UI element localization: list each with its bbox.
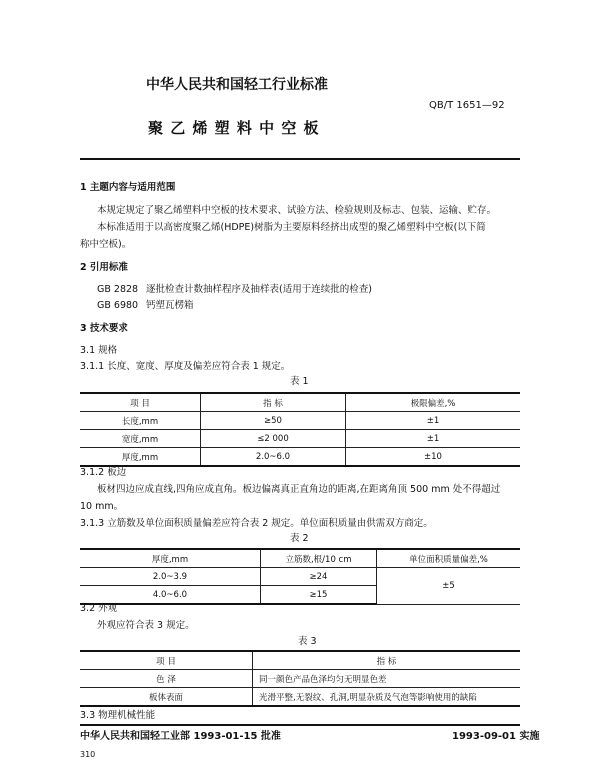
table-cell: ≥24 xyxy=(261,568,377,586)
table-2-caption: 表 2 xyxy=(290,533,309,544)
table-3 xyxy=(80,650,520,707)
table-cell: 厚度,mm xyxy=(80,448,201,467)
table-cell: 项 目 xyxy=(80,651,253,670)
section-1-para-1: 本规定规定了聚乙烯塑料中空板的技术要求、试验方法、检验规则及标志、包装、运输、贮存。 xyxy=(97,205,497,216)
section-3-1-2-text-b: 10 mm。 xyxy=(80,501,124,512)
table-row xyxy=(80,412,520,430)
header-rule xyxy=(80,158,520,160)
table-cell: 长度,mm xyxy=(80,412,201,430)
table-cell: ±5 xyxy=(377,568,521,605)
footer-rule xyxy=(80,724,520,726)
table-cell: 色 泽 xyxy=(80,670,253,688)
section-3-1-1-text: 3.1.1 长度、宽度、厚度及偏差应符合表 1 规定。 xyxy=(80,361,291,372)
table-2 xyxy=(80,548,520,605)
section-3-3-heading: 3.3 物理机械性能 xyxy=(80,710,156,721)
table-cell: 指 标 xyxy=(253,651,521,670)
industry-standard-title: 中华人民共和国轻工行业标准 xyxy=(146,77,328,93)
standard-code: QB/T 1651—92 xyxy=(429,100,505,111)
table-cell: 宽度,mm xyxy=(80,430,201,448)
table-cell: 指 标 xyxy=(201,393,346,412)
table-cell: ±1 xyxy=(346,412,521,430)
table-row xyxy=(80,448,520,467)
section-3-1-2-heading: 3.1.2 板边 xyxy=(80,467,127,478)
document-title: 聚 乙 烯 塑 料 中 空 板 xyxy=(148,119,320,137)
table-cell: ≥50 xyxy=(201,412,346,430)
reference-code-1: GB 2828 xyxy=(97,284,139,295)
section-3-1-heading: 3.1 规格 xyxy=(80,345,118,356)
table-1-caption: 表 1 xyxy=(290,376,309,387)
reference-text-2: 钙塑瓦楞箱 xyxy=(146,300,194,311)
section-3-1-3-text: 3.1.3 立筋数及单位面积质量偏差应符合表 2 规定。单位面积质量由供需双方商定。 xyxy=(80,518,433,529)
table-row xyxy=(80,568,520,586)
table-row xyxy=(80,651,520,670)
table-cell: 板体表面 xyxy=(80,688,253,707)
table-cell: 极限偏差,% xyxy=(346,393,521,412)
section-3-heading: 3 技术要求 xyxy=(80,323,128,334)
approval-line: 中华人民共和国轻工业部 1993-01-15 批准 xyxy=(80,731,281,742)
table-3-caption: 表 3 xyxy=(298,636,317,647)
table-row xyxy=(80,549,520,568)
table-cell: 单位面积质量偏差,% xyxy=(377,549,521,568)
table-cell: 2.0~3.9 xyxy=(80,568,261,586)
table-cell: ±10 xyxy=(346,448,521,467)
section-3-1-2-text-a: 板材四边应成直线,四角应成直角。板边偏离真正直角边的距离,在距离角顶 500 mm 处不得超过 xyxy=(97,484,501,495)
table-cell: 同一颜色产品色泽均匀无明显色差 xyxy=(253,670,521,688)
table-cell: ≥15 xyxy=(261,586,377,605)
table-cell: 项 目 xyxy=(80,393,201,412)
section-1-heading: 1 主题内容与适用范围 xyxy=(80,182,176,193)
page-number: 310 xyxy=(80,750,96,759)
section-1-para-2b: 称中空板)。 xyxy=(80,239,132,250)
table-cell: ≤2 000 xyxy=(201,430,346,448)
table-row xyxy=(80,393,520,412)
table-row xyxy=(80,688,520,707)
table-cell: 2.0~6.0 xyxy=(201,448,346,467)
reference-text-1: 逐批检查计数抽样程序及抽样表(适用于连续批的检查) xyxy=(146,284,372,295)
table-cell: 厚度,mm xyxy=(80,549,261,568)
section-1-para-2a: 本标准适用于以高密度聚乙烯(HDPE)树脂为主要原料经挤出成型的聚乙烯塑料中空板(以下简 xyxy=(97,222,486,233)
table-cell: 立筋数,根/10 cm xyxy=(261,549,377,568)
table-cell: 4.0~6.0 xyxy=(80,586,261,605)
reference-code-2: GB 6980 xyxy=(97,300,139,311)
table-1 xyxy=(80,392,520,467)
table-cell: 光滑平整,无裂纹、孔洞,明显杂质及气泡等影响使用的缺陷 xyxy=(253,688,521,707)
section-2-heading: 2 引用标准 xyxy=(80,262,128,273)
table-cell: ±1 xyxy=(346,430,521,448)
implementation-date: 1993-09-01 实施 xyxy=(452,731,540,742)
section-3-2-text: 外观应符合表 3 规定。 xyxy=(97,620,195,631)
table-row xyxy=(80,430,520,448)
section-3-2-heading: 3.2 外观 xyxy=(80,603,118,614)
table-row xyxy=(80,670,520,688)
